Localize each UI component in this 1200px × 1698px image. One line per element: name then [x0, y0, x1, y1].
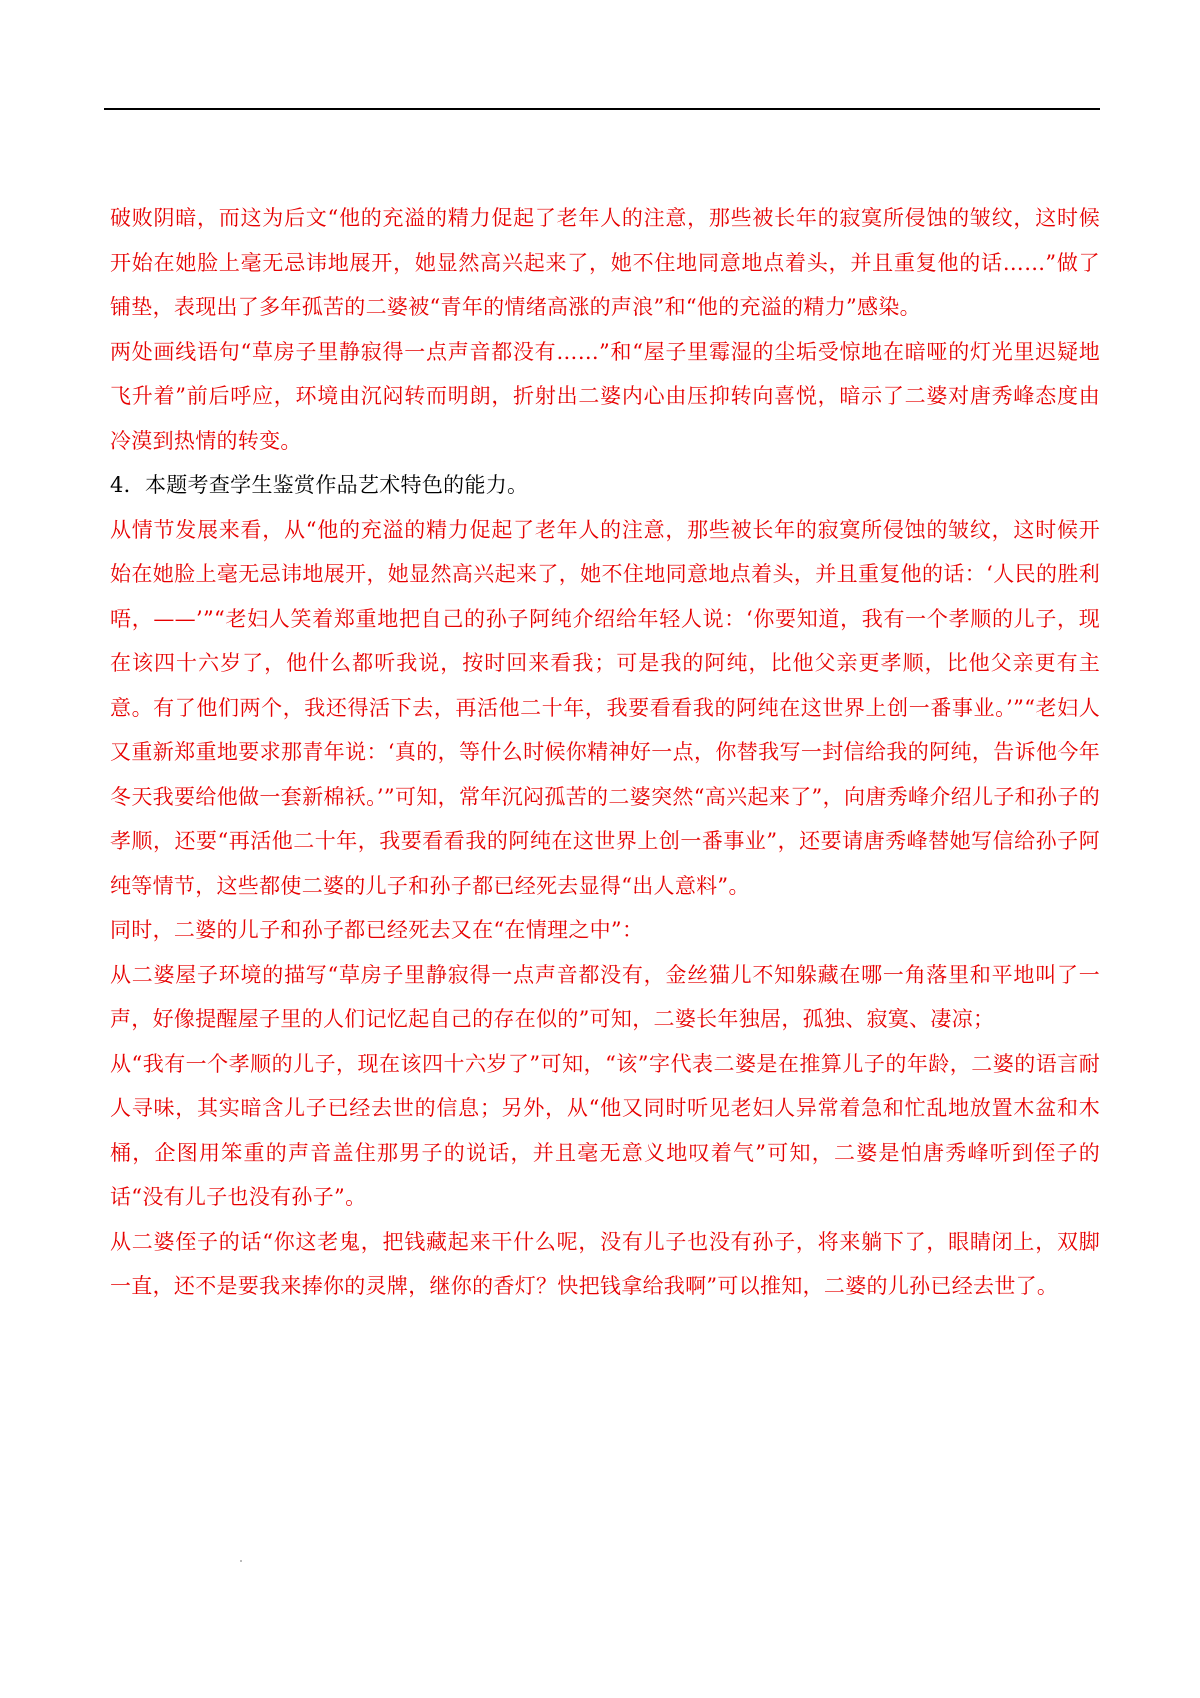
paragraph-language-analysis: 从“我有一个孝顺的儿子，现在该四十六岁了”可知，“该”字代表二婆是在推算儿子的年龄，二婆的语言耐人寻味，其实暗含儿子已经去世的信息；另外，从“他又同时听见老妇人异常着急和忙乱地放置木盆和木桶，企图用笨重的声音盖住那男子的说话，并且毫无意义地叹着气”可知，二婆是怕唐秀峰听到侄子的话“没有儿子也没有孙子”。	[110, 1051, 1100, 1209]
question-4-heading: 4．本题考查学生鉴赏作品艺术特色的能力。	[110, 473, 529, 497]
paragraph-nephew-words: 从二婆侄子的话“你这老鬼，把钱藏起来干什么呢，没有儿子也没有孙子，将来躺下了，眼睛闭上，双脚一直，还不是要我来捧你的灵牌，继你的香灯？快把钱拿给我啊”可以推知，二婆的儿孙已经去世了。	[110, 1229, 1100, 1298]
paragraph-underlined-sentences: 两处画线语句“草房子里静寂得一点声音都没有……”和“屋子里霉湿的尘垢受惊地在暗哑的灯光里迟疑地飞升着”前后呼应，环境由沉闷转而明朗，折射出二婆内心由压抑转向喜悦，暗示了二婆对唐秀峰态度由冷漠到热情的转变。	[110, 339, 1100, 453]
footer-mark	[240, 1560, 242, 1562]
paragraph-plot-development: 从情节发展来看，从“他的充溢的精力促起了老年人的注意，那些被长年的寂寞所侵蚀的皱纹，这时候开始在她脸上毫无忌讳地展开，她显然高兴起来了，她不住地同意地点着头，并且重复他的话：‘人民的胜利唔，——’”“老妇人笑着郑重地把自己的孙子阿纯介绍给年轻人说：‘你要知道，我有一个孝顺的儿子，现在该四十六岁了，他什么都听我说，按时回来看我；可是我的阿纯，比他父亲更孝顺，比他父亲更有主意。有了他们两个，我还得活下去，再活他二十年，我要看看我的阿纯在这世界上创一番事业。’”“老妇人又重新郑重地要求那青年说：‘真的，等什么时候你精神好一点，你替我写一封信给我的阿纯，告诉他今年冬天我要给他做一套新棉袄。’”可知，常年沉闷孤苦的二婆突然“高兴起来了”，向唐秀峰介绍儿子和孙子的孝顺，还要“再活他二十年，我要看看我的阿纯在这世界上创一番事业”，还要请唐秀峰替她写信给孙子阿纯等情节，这些都使二婆的儿子和孙子都已经死去显得“出人意料”。	[110, 517, 1100, 898]
paragraph-analysis-foreshadowing: 破败阴暗，而这为后文“他的充溢的精力促起了老年人的注意，那些被长年的寂寞所侵蚀的皱纹，这时候开始在她脸上毫无忌讳地展开，她显然高兴起来了，她不住地同意地点着头，并且重复他的话……”做了铺垫，表现出了多年孤苦的二婆被“青年的情绪高涨的声浪”和“他的充溢的精力”感染。	[110, 206, 1100, 319]
paragraph-environment-description: 从二婆屋子环境的描写“草房子里静寂得一点声音都没有，金丝猫儿不知躲藏在哪一角落里和平地叫了一声，好像提醒屋子里的人们记忆起自己的存在似的”可知，二婆长年独居，孤独、寂寞、凄凉；	[110, 962, 1100, 1031]
header-rule	[104, 108, 1100, 110]
paragraph-within-reason: 同时，二婆的儿子和孙子都已经死去又在“在情理之中”：	[110, 918, 644, 942]
answer-text-body	[110, 196, 1100, 1309]
